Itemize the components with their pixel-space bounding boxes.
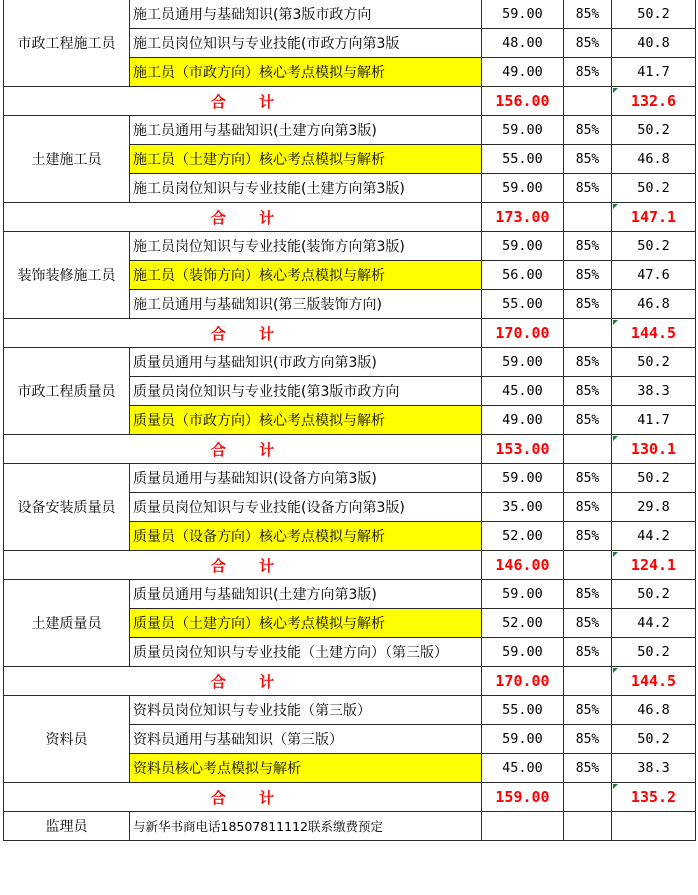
table-row <box>4 116 696 145</box>
discounted-amount-cell[interactable]: 38.3 <box>612 377 696 406</box>
discounted-amount-cell[interactable]: 50.2 <box>612 232 696 261</box>
total-row <box>4 783 696 812</box>
discount-cell[interactable]: 85% <box>564 232 612 261</box>
list-price-cell[interactable]: 49.00 <box>482 58 564 87</box>
total-row <box>4 551 696 580</box>
book-title-cell[interactable]: 质量员（设备方向）核心考点模拟与解析 <box>130 522 482 551</box>
total-label-cell[interactable]: 合 计 <box>4 783 482 812</box>
total-amount-cell[interactable]: 124.1 <box>612 551 696 580</box>
list-price-cell[interactable]: 48.00 <box>482 29 564 58</box>
discounted-amount-cell[interactable]: 40.8 <box>612 29 696 58</box>
total-amount-cell[interactable]: 147.1 <box>612 203 696 232</box>
list-price-cell[interactable]: 59.00 <box>482 0 564 29</box>
discount-cell[interactable]: 85% <box>564 29 612 58</box>
book-title-cell[interactable]: 质量员岗位知识与专业技能(第3版市政方向 <box>130 377 482 406</box>
table-row <box>4 812 696 841</box>
list-price-cell[interactable]: 35.00 <box>482 493 564 522</box>
discount-cell[interactable]: 85% <box>564 522 612 551</box>
book-title-cell[interactable]: 施工员岗位知识与专业技能(装饰方向第3版) <box>130 232 482 261</box>
book-title-cell[interactable]: 施工员（装饰方向）核心考点模拟与解析 <box>130 261 482 290</box>
book-title-cell[interactable]: 质量员岗位知识与专业技能（土建方向）（第三版） <box>130 638 482 667</box>
category-cell[interactable]: 市政工程施工员 <box>4 0 130 87</box>
discount-cell[interactable]: 85% <box>564 754 612 783</box>
book-title-cell[interactable]: 施工员通用与基础知识(第3版市政方向 <box>130 0 482 29</box>
discounted-amount-cell[interactable]: 41.7 <box>612 406 696 435</box>
list-price-cell[interactable]: 55.00 <box>482 696 564 725</box>
book-title-cell[interactable]: 质量员岗位知识与专业技能(设备方向第3版) <box>130 493 482 522</box>
list-price-cell[interactable]: 59.00 <box>482 348 564 377</box>
discount-cell[interactable]: 85% <box>564 638 612 667</box>
total-discount-cell[interactable] <box>564 319 612 348</box>
discount-cell[interactable]: 85% <box>564 377 612 406</box>
category-cell[interactable]: 市政工程质量员 <box>4 348 130 435</box>
discounted-amount-cell[interactable]: 46.8 <box>612 696 696 725</box>
discounted-amount-cell[interactable]: 44.2 <box>612 522 696 551</box>
table-row <box>4 232 696 261</box>
discount-cell[interactable]: 85% <box>564 0 612 29</box>
book-title-cell[interactable]: 施工员通用与基础知识(第三版装饰方向) <box>130 290 482 319</box>
discount-cell[interactable]: 85% <box>564 348 612 377</box>
total-amount-cell[interactable]: 135.2 <box>612 783 696 812</box>
total-row <box>4 203 696 232</box>
total-label-cell[interactable]: 合 计 <box>4 551 482 580</box>
total-amount-cell[interactable]: 144.5 <box>612 319 696 348</box>
discount-cell[interactable]: 85% <box>564 174 612 203</box>
list-price-cell[interactable]: 59.00 <box>482 580 564 609</box>
category-cell[interactable]: 资料员 <box>4 696 130 783</box>
book-title-cell[interactable]: 资料员岗位知识与专业技能（第三版） <box>130 696 482 725</box>
book-title-cell[interactable]: 施工员（土建方向）核心考点模拟与解析 <box>130 145 482 174</box>
book-title-cell[interactable]: 施工员通用与基础知识(土建方向第3版) <box>130 116 482 145</box>
price-table <box>3 0 696 841</box>
discounted-amount-cell[interactable]: 50.2 <box>612 580 696 609</box>
table-row <box>4 580 696 609</box>
total-discount-cell[interactable] <box>564 87 612 116</box>
discounted-amount-cell[interactable]: 50.2 <box>612 638 696 667</box>
discount-cell[interactable]: 85% <box>564 290 612 319</box>
discount-cell[interactable]: 85% <box>564 493 612 522</box>
total-price-cell[interactable]: 170.00 <box>482 667 564 696</box>
book-title-cell[interactable]: 资料员通用与基础知识（第三版） <box>130 725 482 754</box>
list-price-cell[interactable]: 55.00 <box>482 290 564 319</box>
category-cell[interactable]: 装饰装修施工员 <box>4 232 130 319</box>
list-price-cell[interactable]: 59.00 <box>482 174 564 203</box>
table-row <box>4 464 696 493</box>
discount-cell[interactable]: 85% <box>564 261 612 290</box>
list-price-cell[interactable]: 49.00 <box>482 406 564 435</box>
table-row <box>4 0 696 29</box>
total-price-cell[interactable]: 173.00 <box>482 203 564 232</box>
total-amount-cell[interactable]: 144.5 <box>612 667 696 696</box>
total-label-cell[interactable]: 合 计 <box>4 319 482 348</box>
discount-cell[interactable]: 85% <box>564 145 612 174</box>
empty-cell[interactable] <box>612 812 696 841</box>
book-title-cell[interactable]: 施工员岗位知识与专业技能(土建方向第3版) <box>130 174 482 203</box>
discounted-amount-cell[interactable]: 46.8 <box>612 145 696 174</box>
total-discount-cell[interactable] <box>564 551 612 580</box>
total-label-cell[interactable]: 合 计 <box>4 667 482 696</box>
list-price-cell[interactable]: 59.00 <box>482 638 564 667</box>
total-discount-cell[interactable] <box>564 203 612 232</box>
total-amount-cell[interactable]: 130.1 <box>612 435 696 464</box>
total-price-cell[interactable]: 153.00 <box>482 435 564 464</box>
discount-cell[interactable]: 85% <box>564 406 612 435</box>
discounted-amount-cell[interactable]: 50.2 <box>612 464 696 493</box>
book-title-cell[interactable]: 质量员（土建方向）核心考点模拟与解析 <box>130 609 482 638</box>
list-price-cell[interactable]: 59.00 <box>482 725 564 754</box>
book-title-cell[interactable]: 施工员（市政方向）核心考点模拟与解析 <box>130 58 482 87</box>
discount-cell[interactable]: 85% <box>564 696 612 725</box>
discount-cell[interactable]: 85% <box>564 116 612 145</box>
contact-note-cell[interactable]: 与新华书商电话18507811112联系缴费预定 <box>130 812 482 841</box>
discounted-amount-cell[interactable]: 44.2 <box>612 609 696 638</box>
category-cell[interactable]: 土建施工员 <box>4 116 130 203</box>
discount-cell[interactable]: 85% <box>564 464 612 493</box>
total-amount-cell[interactable]: 132.6 <box>612 87 696 116</box>
discounted-amount-cell[interactable]: 29.8 <box>612 493 696 522</box>
total-price-cell[interactable]: 170.00 <box>482 319 564 348</box>
table-row <box>4 696 696 725</box>
discounted-amount-cell[interactable]: 50.2 <box>612 348 696 377</box>
category-cell[interactable]: 土建质量员 <box>4 580 130 667</box>
discounted-amount-cell[interactable]: 41.7 <box>612 58 696 87</box>
discounted-amount-cell[interactable]: 38.3 <box>612 754 696 783</box>
total-row <box>4 435 696 464</box>
category-cell[interactable]: 设备安装质量员 <box>4 464 130 551</box>
discounted-amount-cell[interactable]: 50.2 <box>612 0 696 29</box>
book-title-cell[interactable]: 质量员通用与基础知识(设备方向第3版) <box>130 464 482 493</box>
discount-cell[interactable]: 85% <box>564 580 612 609</box>
book-title-cell[interactable]: 施工员岗位知识与专业技能(市政方向第3版 <box>130 29 482 58</box>
total-label-cell[interactable]: 合 计 <box>4 435 482 464</box>
discounted-amount-cell[interactable]: 50.2 <box>612 725 696 754</box>
discounted-amount-cell[interactable]: 46.8 <box>612 290 696 319</box>
total-price-cell[interactable]: 146.00 <box>482 551 564 580</box>
table-row <box>4 348 696 377</box>
discount-cell[interactable]: 85% <box>564 725 612 754</box>
list-price-cell[interactable]: 59.00 <box>482 232 564 261</box>
discount-cell[interactable]: 85% <box>564 58 612 87</box>
list-price-cell[interactable]: 56.00 <box>482 261 564 290</box>
price-table-body <box>4 0 696 841</box>
category-cell[interactable]: 监理员 <box>4 812 130 841</box>
list-price-cell[interactable]: 45.00 <box>482 377 564 406</box>
list-price-cell[interactable]: 52.00 <box>482 522 564 551</box>
discount-cell[interactable]: 85% <box>564 609 612 638</box>
total-label-cell[interactable]: 合 计 <box>4 87 482 116</box>
total-row <box>4 667 696 696</box>
list-price-cell[interactable]: 59.00 <box>482 116 564 145</box>
discounted-amount-cell[interactable]: 50.2 <box>612 174 696 203</box>
book-title-cell[interactable]: 质量员通用与基础知识(土建方向第3版) <box>130 580 482 609</box>
book-title-cell[interactable]: 质量员（市政方向）核心考点模拟与解析 <box>130 406 482 435</box>
empty-cell[interactable] <box>564 812 612 841</box>
empty-cell[interactable] <box>482 812 564 841</box>
list-price-cell[interactable]: 55.00 <box>482 145 564 174</box>
list-price-cell[interactable]: 52.00 <box>482 609 564 638</box>
total-price-cell[interactable]: 159.00 <box>482 783 564 812</box>
total-discount-cell[interactable] <box>564 783 612 812</box>
discounted-amount-cell[interactable]: 50.2 <box>612 116 696 145</box>
book-title-cell[interactable]: 资料员核心考点模拟与解析 <box>130 754 482 783</box>
book-title-cell[interactable]: 质量员通用与基础知识(市政方向第3版) <box>130 348 482 377</box>
discounted-amount-cell[interactable]: 47.6 <box>612 261 696 290</box>
total-price-cell[interactable]: 156.00 <box>482 87 564 116</box>
list-price-cell[interactable]: 45.00 <box>482 754 564 783</box>
total-row <box>4 87 696 116</box>
total-row <box>4 319 696 348</box>
total-label-cell[interactable]: 合 计 <box>4 203 482 232</box>
list-price-cell[interactable]: 59.00 <box>482 464 564 493</box>
total-discount-cell[interactable] <box>564 667 612 696</box>
total-discount-cell[interactable] <box>564 435 612 464</box>
